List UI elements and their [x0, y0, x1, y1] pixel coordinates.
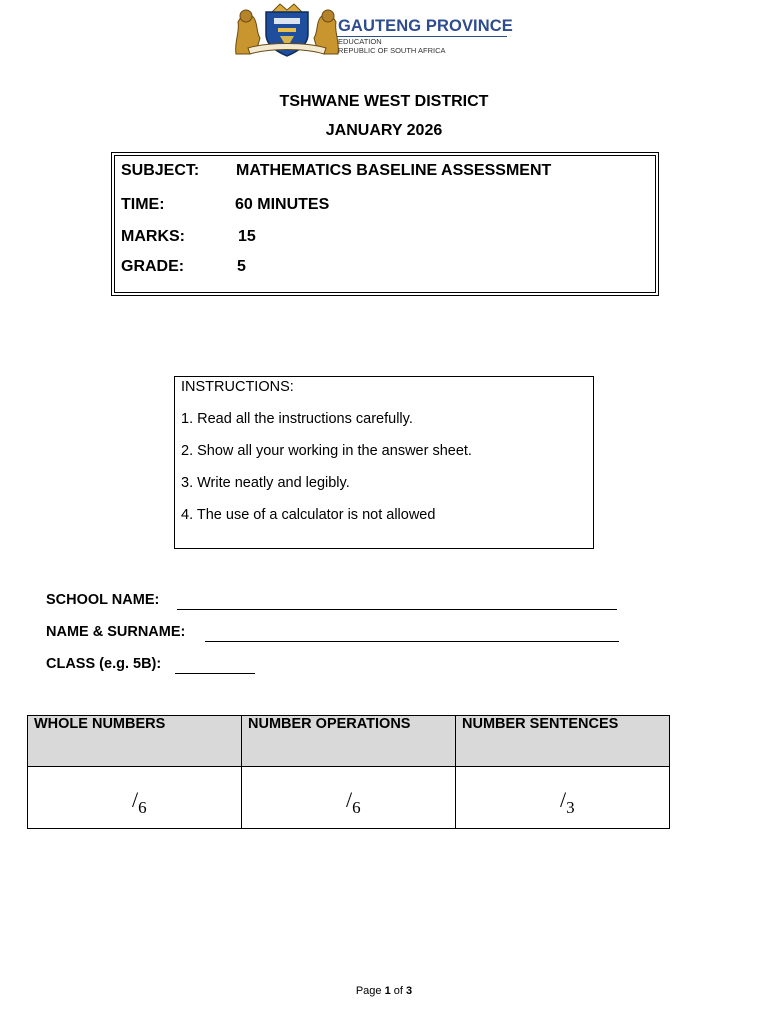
date-heading: JANUARY 2026 [325, 122, 443, 139]
logo-subtitle-education: EDUCATION [338, 37, 382, 46]
instructions-title: INSTRUCTIONS: [181, 379, 294, 395]
grade-label: GRADE: [121, 258, 185, 275]
column-number-sentences: NUMBER SENTENCES [462, 716, 619, 732]
score-fraction: $/_6$ [346, 787, 361, 817]
class-field[interactable] [46, 656, 161, 672]
instruction-item: 3. Write neatly and legibly. [181, 475, 350, 491]
name-surname-label: NAME & SURNAME: [46, 624, 186, 640]
time-value: 60 MINUTES [235, 196, 330, 213]
score-fraction: $/_6$ [132, 787, 147, 817]
page-footer [0, 985, 768, 997]
instructions-box [174, 376, 594, 549]
total-marks: 6 [138, 798, 147, 817]
score-table [27, 715, 670, 829]
score-cell-number-sentences[interactable] [456, 767, 670, 829]
grade-value: 5 [237, 258, 246, 275]
logo-brand: GAUTENG PROVINCE [338, 17, 513, 35]
logo-subtitle-country: REPUBLIC OF SOUTH AFRICA [338, 46, 446, 55]
score-header-cell [28, 716, 242, 767]
name-surname-line[interactable] [205, 641, 619, 642]
subject-label: SUBJECT: [121, 162, 200, 179]
score-header-cell [456, 716, 670, 767]
of-word: of [393, 985, 403, 997]
instruction-item: 4. The use of a calculator is not allowed [181, 507, 436, 523]
time-label: TIME: [121, 196, 165, 213]
coat-of-arms-icon [228, 2, 346, 58]
class-line[interactable] [175, 673, 255, 674]
total-marks: 3 [566, 798, 575, 817]
class-label: CLASS (e.g. 5B): [46, 656, 162, 672]
marks-value: 15 [238, 228, 256, 245]
school-name-label: SCHOOL NAME: [46, 592, 160, 608]
total-marks: 6 [352, 798, 361, 817]
instruction-item: 1. Read all the instructions carefully. [181, 411, 413, 427]
score-table-header-row [28, 716, 670, 767]
score-fraction: $/_3$ [560, 787, 575, 817]
marks-label: MARKS: [121, 228, 185, 245]
score-cell-number-operations[interactable] [242, 767, 456, 829]
column-whole-numbers: WHOLE NUMBERS [34, 716, 166, 732]
score-header-cell [242, 716, 456, 767]
score-cell-whole-numbers[interactable] [28, 767, 242, 829]
current-page: 1 [384, 985, 391, 997]
column-number-operations: NUMBER OPERATIONS [248, 716, 411, 732]
school-name-field[interactable] [46, 592, 159, 608]
total-pages: 3 [406, 985, 413, 997]
subject-value: MATHEMATICS BASELINE ASSESSMENT [236, 162, 552, 179]
name-surname-field[interactable] [46, 624, 185, 640]
instruction-item: 2. Show all your working in the answer sheet. [181, 443, 472, 459]
score-table-row [28, 767, 670, 829]
district-heading: TSHWANE WEST DISTRICT [279, 93, 489, 110]
gauteng-logo [218, 0, 530, 64]
page-word: Page [355, 985, 382, 997]
assessment-info-box [111, 152, 659, 296]
school-name-line[interactable] [177, 609, 617, 610]
